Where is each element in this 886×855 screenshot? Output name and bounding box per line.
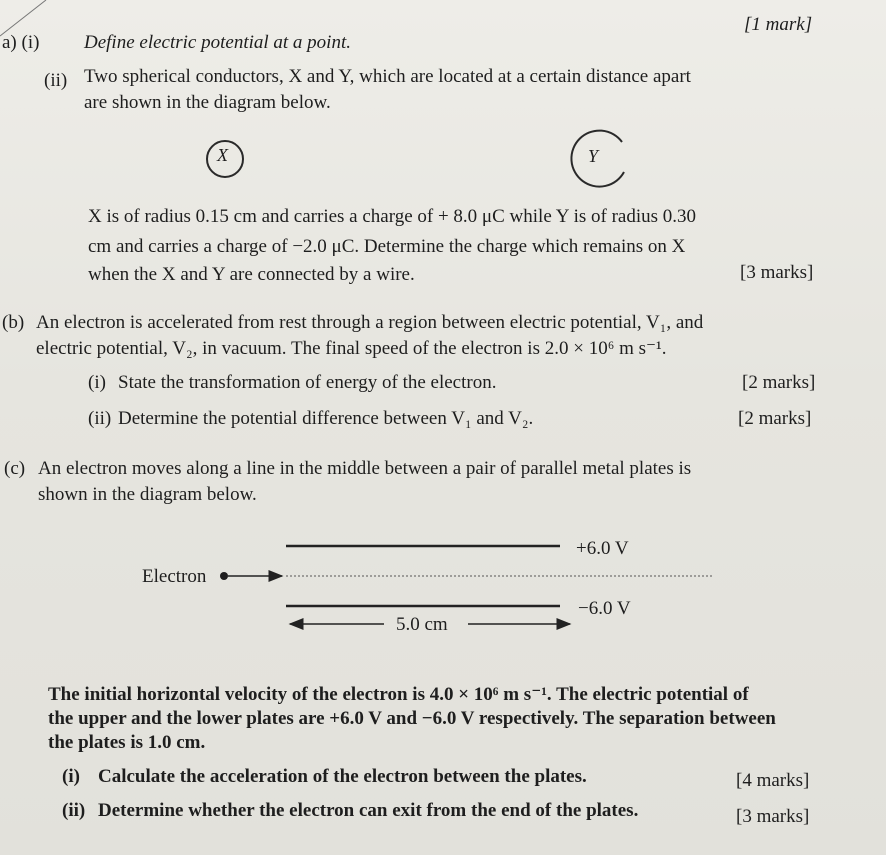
part-b-ii-marks: [2 marks] [738, 408, 812, 429]
part-b-line2: electric potential, V₂, in vacuum. The final speed of the electron is 2.0 × 10⁶ m s⁻¹. [36, 338, 667, 359]
part-a-i-label: a) (i) [2, 32, 40, 53]
part-c-label: (c) [4, 458, 26, 479]
part-a-ii-marks: [3 marks] [740, 262, 814, 283]
sphere-y-icon [560, 124, 640, 194]
part-c-i-marks: [4 marks] [736, 770, 810, 791]
upper-plate-voltage: +6.0 V [576, 538, 629, 559]
part-a-i-question: Define electric potential at a point. [84, 32, 351, 53]
part-c-line2: shown in the diagram below. [38, 484, 257, 505]
electron-dot-icon [220, 572, 228, 580]
part-b-i-label: (i) [88, 372, 106, 393]
part-c-para-line1: The initial horizontal velocity of the electron is 4.0 × 10⁶ m s⁻¹. The electric potential of [48, 684, 749, 705]
part-a-ii-label: (ii) [44, 70, 68, 91]
part-c-i-question: Calculate the acceleration of the electron between the plates. [98, 766, 587, 787]
part-a-i-marks: [1 mark] [744, 14, 813, 35]
part-a-ii-q-line3: when the X and Y are connected by a wire. [88, 264, 415, 285]
part-b-ii-question: Determine the potential difference between V₁ and V₂. [118, 408, 534, 429]
part-c-para-line3: the plates is 1.0 cm. [48, 732, 206, 753]
part-b-label: (b) [2, 312, 25, 333]
plate-length-label: 5.0 cm [396, 614, 448, 635]
sphere-x-label: X [217, 145, 228, 165]
part-a-ii-q-line1: X is of radius 0.15 cm and carries a charge of + 8.0 μC while Y is of radius 0.30 [88, 206, 696, 227]
part-c-line1: An electron moves along a line in the middle between a pair of parallel metal plates is [38, 458, 692, 479]
part-c-para-line2: the upper and the lower plates are +6.0 V and −6.0 V respectively. The separation between [48, 708, 776, 729]
part-b-i-question: State the transformation of energy of the electron. [118, 372, 497, 393]
part-a-ii-line2: are shown in the diagram below. [84, 92, 331, 113]
lower-plate-voltage: −6.0 V [578, 598, 631, 619]
part-c-ii-marks: [3 marks] [736, 806, 810, 827]
part-c-ii-question: Determine whether the electron can exit from the end of the plates. [98, 800, 639, 821]
part-a-ii-q-line2: cm and carries a charge of −2.0 μC. Determine the charge which remains on X [88, 236, 686, 257]
part-b-line1: An electron is accelerated from rest through a region between electric potential, V₁, and [36, 312, 704, 333]
part-b-i-marks: [2 marks] [742, 372, 816, 393]
part-c-i-label: (i) [62, 766, 80, 787]
part-c-ii-label: (ii) [62, 800, 86, 821]
part-b-ii-label: (ii) [88, 408, 112, 429]
part-a-ii-line1: Two spherical conductors, X and Y, which are located at a certain distance apart [84, 66, 691, 87]
electron-label: Electron [142, 566, 207, 587]
sphere-y-label: Y [588, 146, 599, 166]
